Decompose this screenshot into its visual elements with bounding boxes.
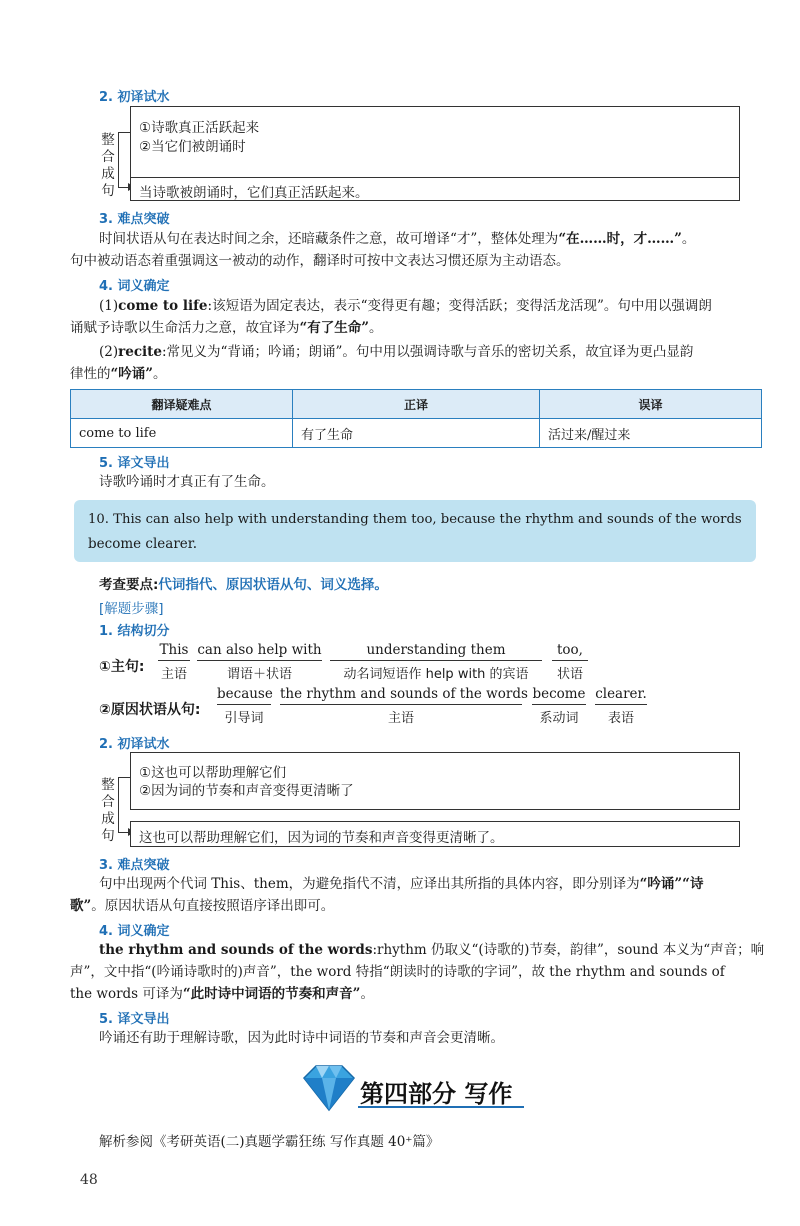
page-number: 48 — [80, 1172, 98, 1188]
bracket-bottom — [118, 187, 128, 188]
segment-clause-subject: the rhythm and sounds of the words 主语 — [280, 686, 528, 726]
question-text-line1: 10. This can also help with understanding them too, because the rhythm and sounds of the words — [88, 512, 742, 527]
merge-label: 整 合 成 句 — [101, 777, 115, 844]
col-header-difficulty: 翻译疑难点 — [71, 390, 293, 419]
bracket-bottom — [118, 832, 128, 833]
clauses-box: ①诗歌真正活跃起来 ②当它们被朗诵时 — [130, 106, 740, 186]
word-meaning-2-line2: 律性的“吟诵”。 — [70, 366, 167, 382]
table-row — [71, 419, 762, 448]
heading-initial-translation: 2. 初译试水 — [99, 90, 170, 105]
heading-output: 5. 译文导出 — [99, 456, 170, 471]
heading-difficulty-2: 3. 难点突破 — [99, 858, 170, 873]
key-points: 考查要点:代词指代、原因状语从句、词义选择。 — [99, 577, 388, 593]
word-meaning-paragraph-line2: 声”，文中指“(吟诵诗歌时的)声音”，the word 特指“朗读时的诗歌的字词”，故 the rhythm and sounds of — [70, 964, 725, 980]
heading-initial-translation-2: 2. 初译试水 — [99, 737, 170, 752]
word-meaning-1-line2: 诵赋予诗歌以生命活力之意，故宜译为“有了生命”。 — [70, 320, 383, 336]
translation-table — [70, 389, 762, 448]
heading-structure: 1. 结构切分 — [99, 624, 170, 639]
segment-adverbial: too, 状语 — [552, 642, 588, 682]
section-title-underline — [358, 1106, 524, 1108]
bracket-top — [118, 132, 130, 133]
word-meaning-1: (1)come to life:该短语为固定表达，表示“变得更有趣；变得活跃；变得活龙活现”。句中用以强调朗 — [99, 298, 712, 314]
heading-word-meaning: 4. 词义确定 — [99, 279, 170, 294]
difficulty-paragraph-2-line2: 歌”。原因状语从句直接按照语序译出即可。 — [70, 898, 335, 914]
difficulty-paragraph: 时间状语从句在表达时间之余，还暗藏条件之意，故可增译“才”，整体处理为“在……时，才……”。 — [99, 231, 696, 247]
table-cell: 活过来/醒过来 — [540, 419, 762, 448]
table-cell: come to life — [71, 419, 293, 448]
final-translation: 诗歌吟诵时才真正有了生命。 — [99, 474, 275, 490]
difficulty-paragraph-2: 句中出现两个代词 This、them，为避免指代不清，应译出其所指的具体内容，即分别译为“吟诵”“诗 — [99, 876, 704, 892]
segment-conjunction: because 引导词 — [217, 686, 273, 726]
word-meaning-2: (2)recite:常见义为“背诵；吟诵；朗诵”。句中用以强调诗歌与音乐的密切关系，故宜译为更凸显韵 — [99, 344, 694, 360]
word-meaning-paragraph-line3: the words 可译为“此时诗中词语的节奏和声音”。 — [70, 986, 374, 1002]
word-meaning-paragraph: the rhythm and sounds of the words:rhythm 仍取义“(诗歌的)节奏，韵律”，sound 本义为“声音；响 — [99, 942, 765, 958]
table-cell: 有了生命 — [293, 419, 540, 448]
heading-output-2: 5. 译文导出 — [99, 1012, 170, 1027]
segment-object: understanding them 动名词短语作 help with 的宾语 — [330, 642, 542, 682]
merged-sentence-box: 这也可以帮助理解它们，因为词的节奏和声音变得更清晰了。 — [130, 821, 740, 847]
section-title: 第四部分 写作 — [360, 1080, 513, 1108]
reason-clause-label: ②原因状语从句: — [99, 702, 201, 718]
segment-predicative: clearer. 表语 — [595, 686, 647, 726]
final-translation-2: 吟诵还有助于理解诗歌，因为此时诗中词语的节奏和声音会更清晰。 — [99, 1030, 504, 1046]
segment-predicate: can also help with 谓语＋状语 — [197, 642, 322, 682]
main-clause-label: ①主句: — [99, 659, 145, 675]
question-text-line2: become clearer. — [88, 536, 198, 552]
heading-difficulty: 3. 难点突破 — [99, 212, 170, 227]
col-header-correct: 正译 — [293, 390, 540, 419]
clauses-box: ①这也可以帮助理解它们 ②因为词的节奏和声音变得更清晰了 — [130, 752, 740, 810]
segment-linking-verb: become 系动词 — [532, 686, 586, 726]
bracket-top — [118, 777, 130, 778]
segment-subject: This 主语 — [159, 642, 189, 682]
bracket-line — [118, 777, 119, 833]
bracket-line — [118, 132, 119, 188]
merge-label: 整 合 成 句 — [101, 132, 115, 199]
question-10-callout — [74, 500, 756, 562]
diamond-icon — [300, 1064, 358, 1116]
reference-note: 解析参阅《考研英语(二)真题学霸狂练 写作真题 40⁺篇》 — [99, 1134, 440, 1150]
heading-word-meaning-2: 4. 词义确定 — [99, 924, 170, 939]
steps-label: [解题步骤] — [99, 601, 164, 617]
merged-sentence-box: 当诗歌被朗诵时，它们真正活跃起来。 — [130, 177, 740, 201]
difficulty-paragraph-line2: 句中被动语态着重强调这一被动的动作，翻译时可按中文表达习惯还原为主动语态。 — [70, 253, 570, 269]
col-header-wrong: 误译 — [540, 390, 762, 419]
